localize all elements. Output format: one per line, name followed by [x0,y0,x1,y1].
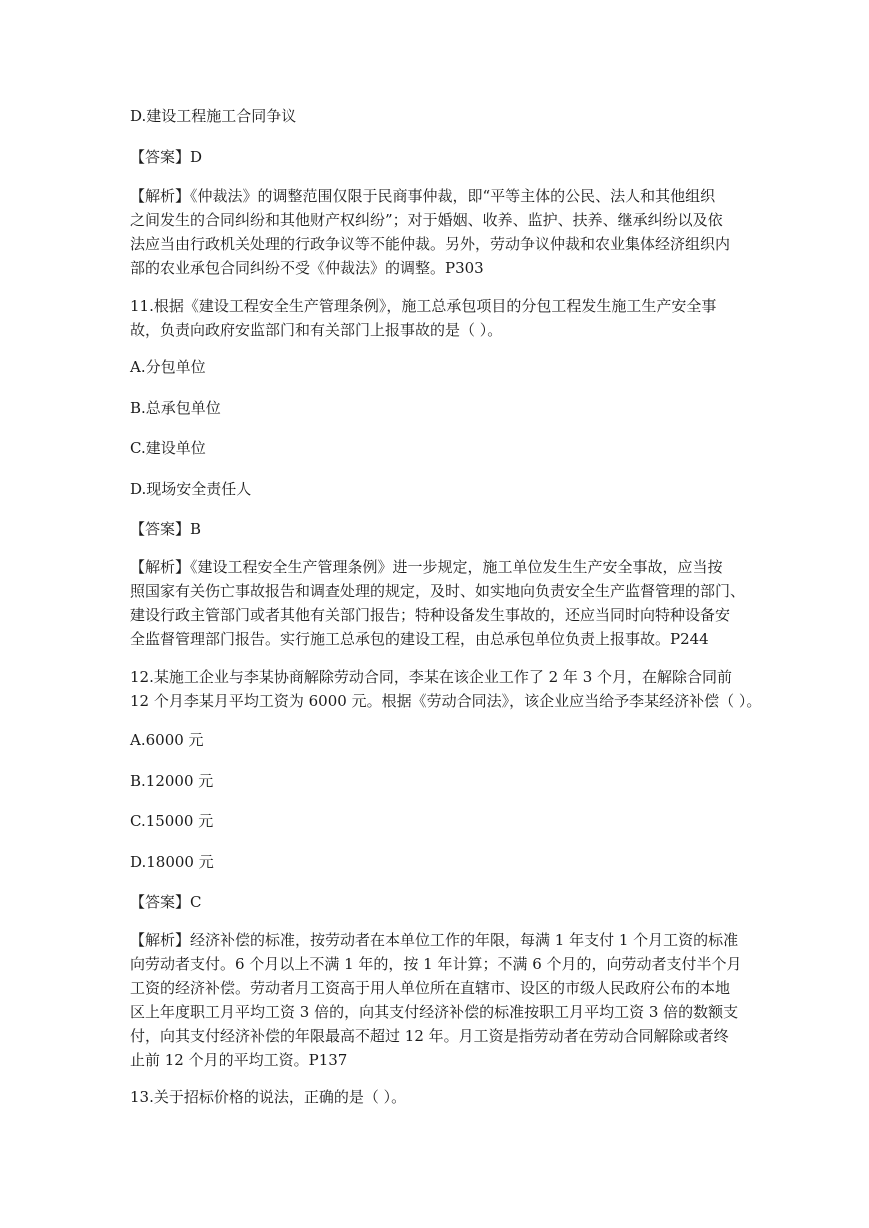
q10-analysis-line: 法应当由行政机关处理的行政争议等不能仲裁。另外，劳动争议仲裁和农业集体经济组织内 [130,235,731,253]
q11-analysis-line: 照国家有关伤亡事故报告和调查处理的规定，及时、如实地向负责安全生产监督管理的部门、 [130,582,746,600]
q11-question-line: 11.根据《建设工程安全生产管理条例》，施工总承包项目的分包工程发生施工生产安全事 [130,297,717,315]
q12-question-line: 12.某施工企业与李某协商解除劳动合同，李某在该企业工作了 2 年 3 个月，在解除合同前 [130,668,733,686]
q12-analysis-line: 付，向其支付经济补偿的年限最高不超过 12 年。月工资是指劳动者在劳动合同解除或者终 [130,1027,729,1045]
q12-question-line: 12 个月李某月平均工资为 6000 元。根据《劳动合同法》，该企业应当给予李某经济补偿（ ）。 [130,692,762,710]
q11-analysis-line: 【解析】《建设工程安全生产管理条例》进一步规定，施工单位发生生产安全事故，应当按 [130,558,723,576]
q12-answer: 【答案】C [130,893,202,911]
q10-option-d: D.建设工程施工合同争议 [130,107,297,125]
q12-option-c: C.15000 元 [130,812,214,830]
q10-answer: 【答案】D [130,148,203,166]
q12-option-b: B.12000 元 [130,772,214,790]
q11-analysis-line: 全监督管理部门报告。实行施工总承包的建设工程，由总承包单位负责上报事故。P244 [130,630,709,648]
q13-question: 13.关于招标价格的说法，正确的是（ ）。 [130,1088,407,1106]
q12-analysis-line: 区上年度职工月平均工资 3 倍的，向其支付经济补偿的标准按职工月平均工资 3 倍的数额支 [130,1003,739,1021]
q12-analysis [130,928,740,1072]
q10-analysis-line: 之间发生的合同纠纷和其他财产权纠纷”；对于婚姻、收养、监护、扶养、继承纠纷以及依 [130,211,723,229]
q10-analysis [130,184,740,280]
q12-option-a: A.6000 元 [130,731,204,749]
q12-question [130,665,762,713]
q11-analysis-line: 建设行政主管部门或者其他有关部门报告；特种设备发生事故的，还应当同时向特种设备安 [130,606,731,624]
q11-question-line: 故，负责向政府安监部门和有关部门上报事故的是（ ）。 [130,321,503,339]
q11-analysis [130,555,746,651]
q10-analysis-line: 部的农业承包合同纠纷不受《仲裁法》的调整。P303 [130,259,484,277]
q11-answer: 【答案】B [130,520,202,538]
q12-analysis-line: 工资的经济补偿。劳动者月工资高于用人单位所在直辖市、设区的市级人民政府公布的本地 [130,979,731,997]
q11-option-d: D.现场安全责任人 [130,480,252,498]
q12-analysis-line: 【解析】经济补偿的标准，按劳动者在本单位工作的年限，每满 1 年支付 1 个月工资的标准 [130,931,739,949]
q11-option-b: B.总承包单位 [130,399,221,417]
q12-analysis-line: 向劳动者支付。6 个月以上不满 1 年的，按 1 年计算；不满 6 个月的，向劳动者支付半个月 [130,955,742,973]
q11-option-c: C.建设单位 [130,439,206,457]
q12-analysis-line: 止前 12 个月的平均工资。P137 [130,1051,348,1069]
q11-option-a: A.分包单位 [130,358,206,376]
q10-analysis-line: 【解析】《仲裁法》的调整范围仅限于民商事仲裁，即“平等主体的公民、法人和其他组织 [130,187,716,205]
q11-question [130,294,740,342]
q12-option-d: D.18000 元 [130,853,214,871]
